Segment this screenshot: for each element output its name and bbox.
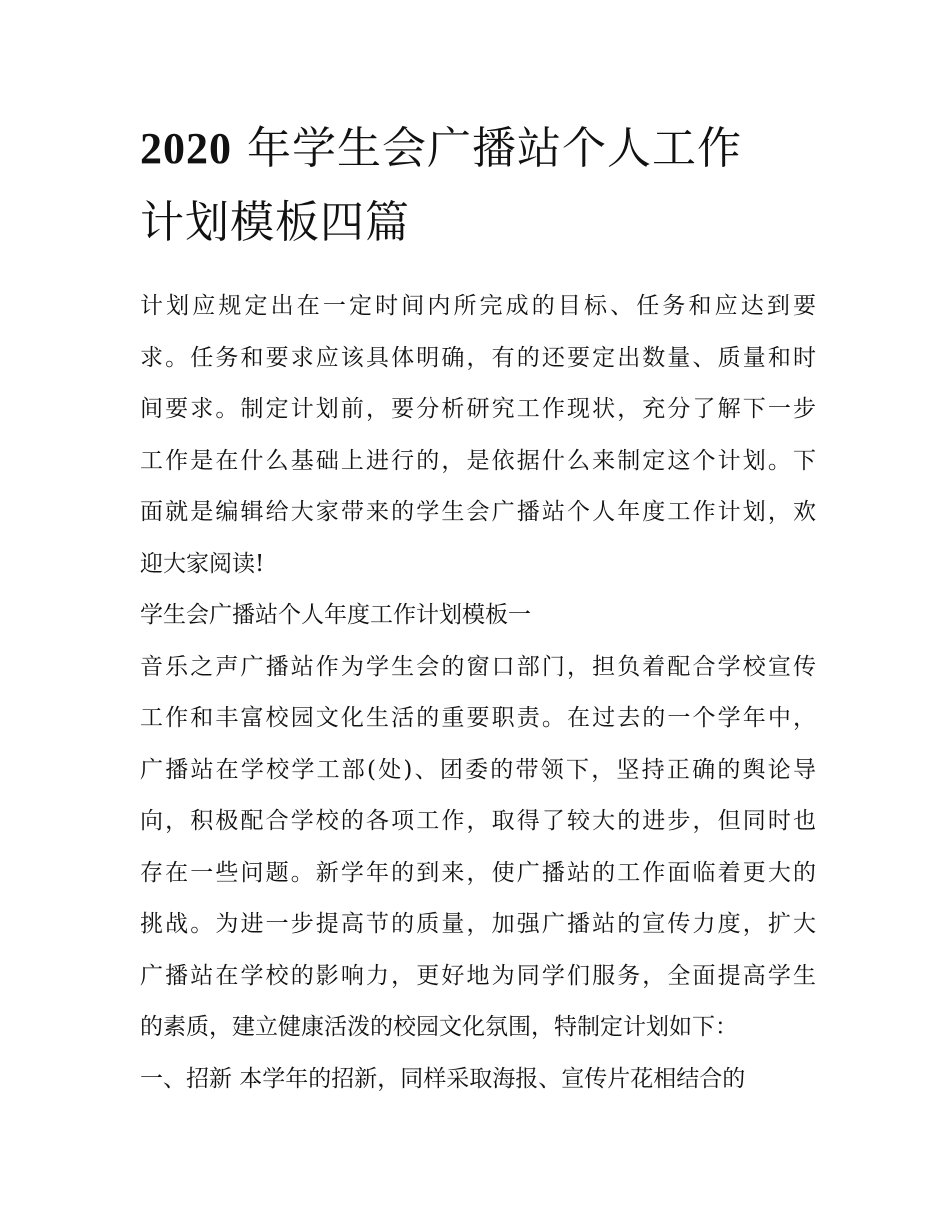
body-line: 音乐之声广播站作为学生会的窗口部门，担负着配合学校宣传: [140, 653, 816, 680]
title-line-1: [140, 112, 816, 186]
body-line: 广播站在学校学工部(处)、团委的带领下，坚持正确的舆论导: [140, 756, 816, 783]
body-line: 存在一些问题。新学年的到来，使广播站的工作面临着更大的: [140, 859, 816, 886]
body-line: 向，积极配合学校的各项工作，取得了较大的进步，但同时也: [140, 808, 816, 834]
body-line: 广播站在学校的影响力，更好地为同学们服务，全面提高学生: [140, 962, 816, 989]
body-line: 面就是编辑给大家带来的学生会广播站个人年度工作计划，欢: [140, 499, 816, 525]
body-line: 间要求。制定计划前，要分析研究工作现状，充分了解下一步: [140, 396, 816, 422]
title-line-2: 计划模板四篇: [140, 197, 410, 248]
body-line: 的素质，建立健康活泼的校园文化氛围，特制定计划如下：: [140, 1014, 738, 1040]
title-text-1: 年学生会广播站个人工作: [247, 123, 742, 174]
body-line: 工作是在什么基础上进行的，是依据什么来制定这个计划。下: [140, 447, 816, 474]
section-heading: 学生会广播站个人年度工作计划模板一: [140, 602, 531, 628]
body-line: 迎大家阅读!: [140, 550, 265, 577]
document-page: [140, 112, 816, 1105]
body-line: 求。任务和要求应该具体明确，有的还要定出数量、质量和时: [140, 344, 816, 371]
body-line: 挑战。为进一步提高节的质量，加强广播站的宣传力度，扩大: [140, 911, 816, 937]
body-line: 一、招新 本学年的招新，同样采取海报、宣传片花相结合的: [140, 1065, 746, 1092]
body-line: 工作和丰富校园文化生活的重要职责。在过去的一个学年中，: [140, 705, 816, 731]
document-title: [140, 112, 816, 260]
title-year: 2020: [140, 124, 232, 173]
body-line: 计划应规定出在一定时间内所完成的目标、任务和应达到要: [140, 293, 816, 319]
document-body: [140, 281, 816, 1105]
